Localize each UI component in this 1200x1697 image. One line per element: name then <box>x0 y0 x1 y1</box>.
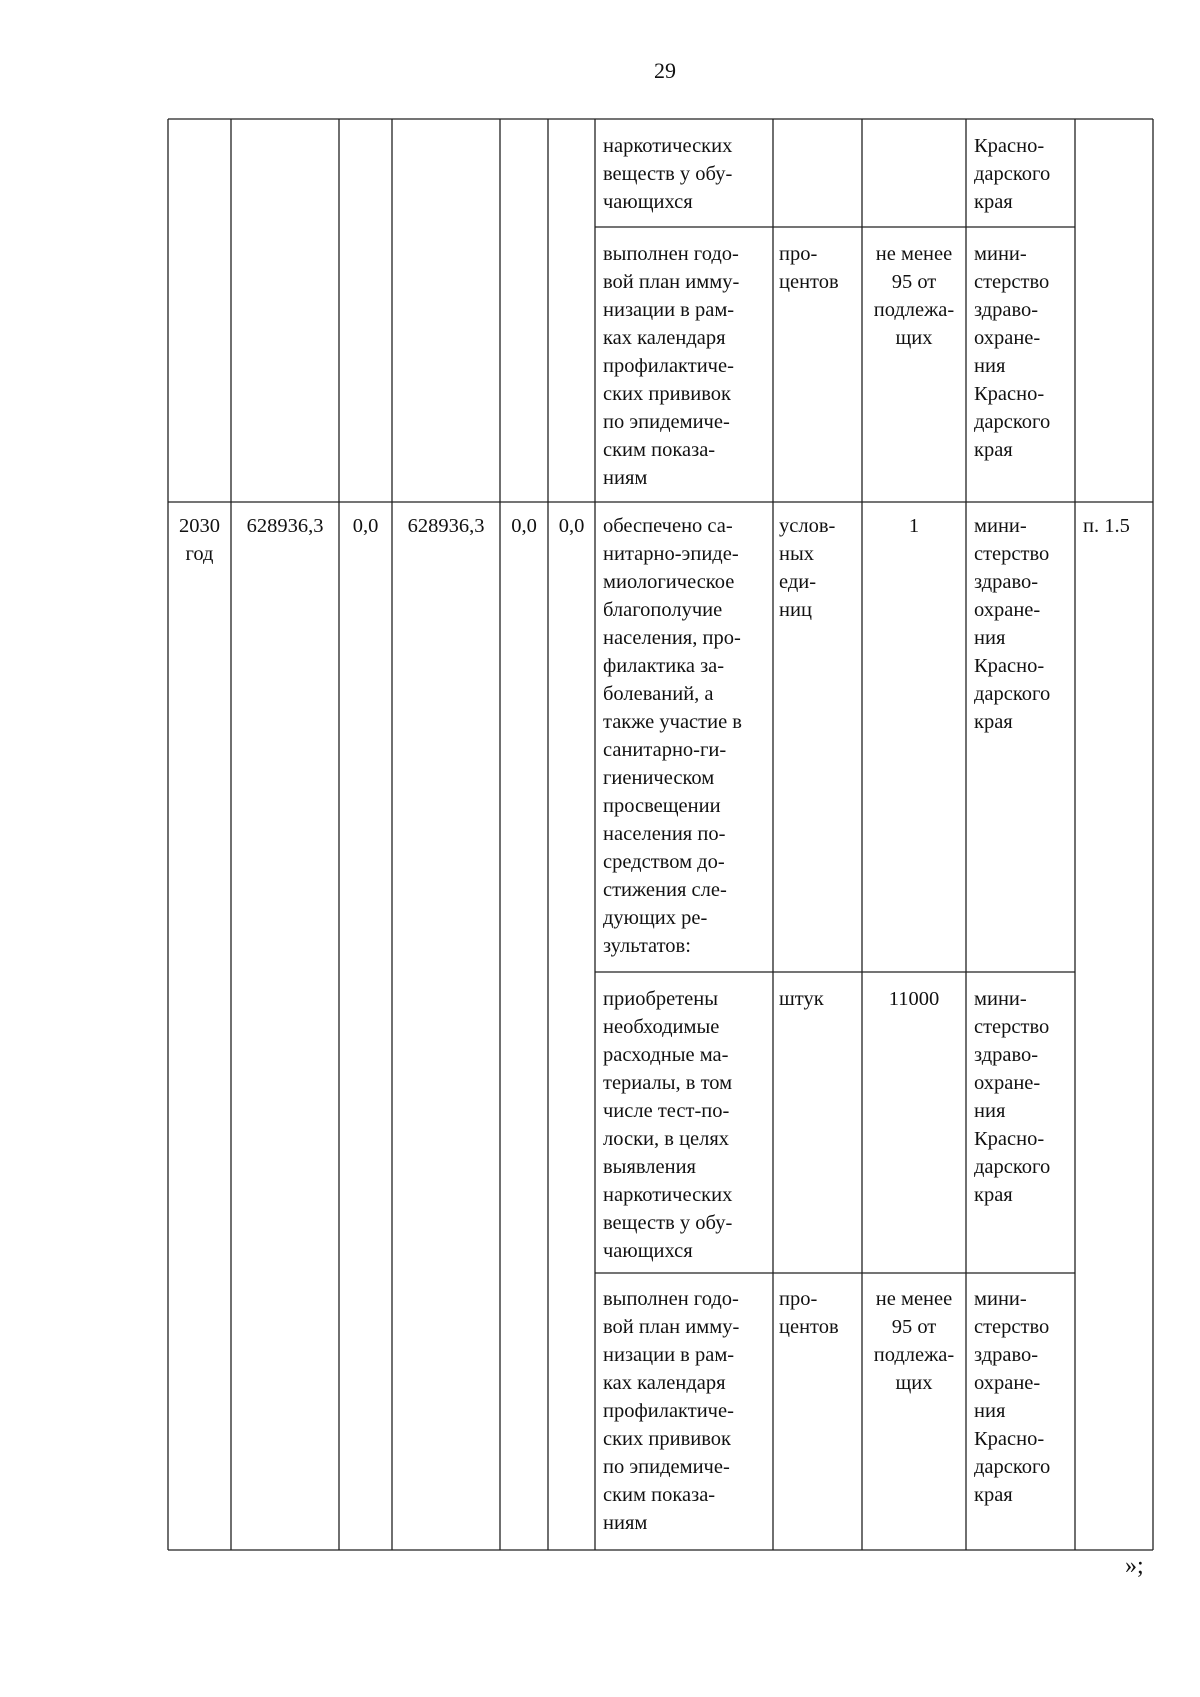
cell-unit: про- центов <box>779 1288 839 1338</box>
cell-funding-col6: 0,0 <box>558 515 585 537</box>
cell-unit: про- центов <box>779 243 839 293</box>
cell-value: 11000 <box>888 988 940 1010</box>
page-number: 29 <box>654 58 676 83</box>
cell-funding-col3: 0,0 <box>352 515 379 537</box>
cell-total-funding: 628936,3 <box>246 515 324 537</box>
cell-responsible: мини- стерство здраво- охране- ния Красно- дарского края <box>974 243 1051 461</box>
cell-value: не менее 95 от подлежа- щих <box>873 243 955 349</box>
cell-value: не менее 95 от подлежа- щих <box>873 1288 955 1394</box>
cell-indicator-text: обеспечено са- нитарно-эпиде- миологическое благополучие населения, про- филактика за- болеваний, а также участие в санитарно-ги- гиеническом просвещении населения по- средством до- стижения сле- дующих ре- зультатов: <box>603 515 742 957</box>
cell-indicator-text: выполнен годо- вой план имму- низации в рам- ках календаря профилактиче- ских прививок по эпидемиче- ским показа- ниям <box>603 243 740 489</box>
cell-indicator-text: наркотических веществ у обу- чающихся <box>603 135 733 213</box>
cell-funding-col4: 628936,3 <box>407 515 485 537</box>
cell-unit: штук <box>779 988 824 1010</box>
closing-quote-mark: »; <box>1125 1553 1144 1579</box>
cell-funding-col5: 0,0 <box>511 515 537 537</box>
cell-year: 2030 год <box>179 515 220 565</box>
cell-value: 1 <box>908 515 920 537</box>
cell-indicator-text: выполнен годо- вой план имму- низации в рам- ках календаря профилактиче- ских прививок по эпидемиче- ским показа- ниям <box>603 1288 740 1534</box>
cell-unit: услов- ных еди- ниц <box>779 515 836 621</box>
cell-responsible: мини- стерство здраво- охране- ния Красно- дарского края <box>974 515 1051 733</box>
cell-responsible: Красно- дарского края <box>974 135 1051 213</box>
cell-reference: п. 1.5 <box>1083 515 1130 537</box>
cell-responsible: мини- стерство здраво- охране- ния Красно- дарского края <box>974 1288 1051 1506</box>
cell-responsible: мини- стерство здраво- охране- ния Красно- дарского края <box>974 988 1051 1206</box>
cell-indicator-text: приобретены необходимые расходные ма- териалы, в том числе тест-по- лоски, в целях выявления наркотических веществ у обу- чающихся <box>603 988 733 1262</box>
